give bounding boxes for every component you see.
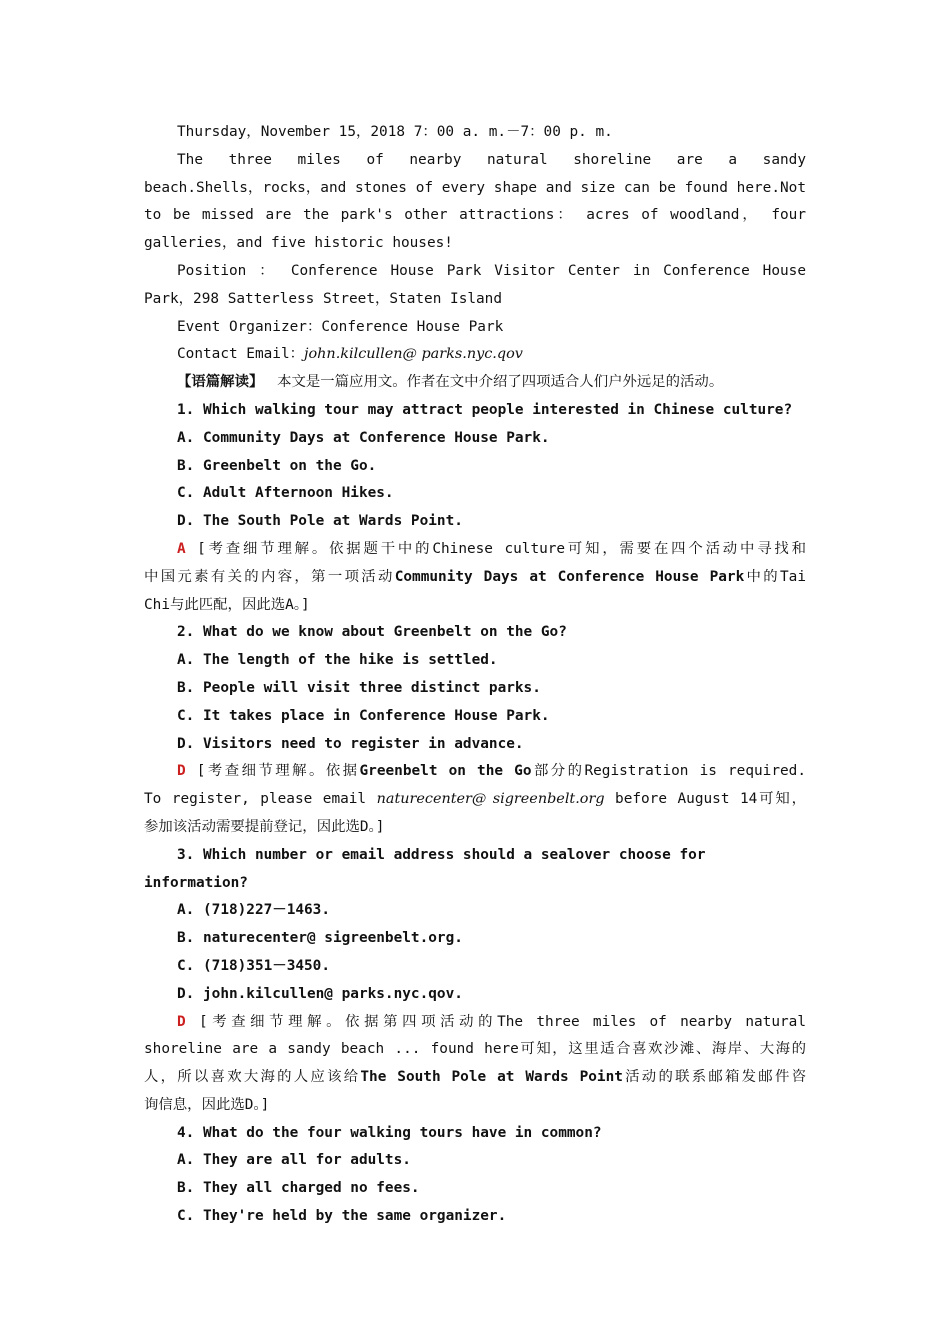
q3-explanation-line: 询信息，因此选D。] bbox=[144, 1096, 270, 1113]
event-contact bbox=[144, 341, 806, 369]
q3-option-d: D. john.kilcullen@ parks.nyc.qov. bbox=[177, 985, 463, 1002]
document-page bbox=[144, 119, 806, 1231]
q3-explanation-line: D [考查细节理解。依据第四项活动的The three miles of nearby natural bbox=[177, 1013, 806, 1030]
analysis-text: 本文是一篇应用文。作者在文中介绍了四项适合人们户外远足的活动。 bbox=[277, 374, 724, 391]
event-description-line: The three miles of nearby natural shoreline are a sandy bbox=[177, 151, 806, 168]
event-date: Thursday，November 15，2018 7：00 a. m.－7：00 p. m. bbox=[177, 124, 613, 140]
q2-option-d: D. Visitors need to register in advance. bbox=[177, 735, 524, 752]
q3-explanation-line: 人，所以喜欢大海的人应该给The South Pole at Wards Point活动的联系邮箱发邮件咨 bbox=[144, 1069, 806, 1086]
q2-option-c: C. It takes place in Conference House Park. bbox=[177, 707, 550, 724]
question-3: 3. Which number or email address should a sealover choose for information? bbox=[144, 846, 706, 891]
q4-option-a: A. They are all for adults. bbox=[177, 1152, 411, 1169]
passage-analysis bbox=[144, 369, 806, 397]
q4-option-b: B. They all charged no fees. bbox=[177, 1180, 420, 1197]
q1-explanation-line: Chi与此匹配，因此选A。] bbox=[144, 596, 310, 613]
q4-option-c: C. They're held by the same organizer. bbox=[177, 1208, 507, 1225]
q1-explanation-line: 中国元素有关的内容，第一项活动Community Days at Conference House Park中的Tai bbox=[144, 568, 806, 585]
question-4: 4. What do the four walking tours have in common? bbox=[177, 1124, 602, 1141]
q2-option-b: B. People will visit three distinct parks. bbox=[177, 679, 541, 696]
q2-answer: D bbox=[177, 763, 186, 780]
q2-explanation-line: D [考查细节理解。依据Greenbelt on the Go部分的Registration is required. bbox=[177, 763, 806, 780]
q1-option-c: C. Adult Afternoon Hikes. bbox=[177, 485, 394, 502]
contact-label: Contact Email： bbox=[177, 346, 305, 363]
event-description-line: to be missed are the park's other attractions： acres of woodland， four bbox=[144, 207, 806, 224]
q3-option-a: A. (718)227－1463. bbox=[177, 902, 331, 919]
analysis-label: 【语篇解读】 bbox=[177, 374, 264, 391]
q1-option-d: D. The South Pole at Wards Point. bbox=[177, 513, 463, 530]
q2-explanation-line: To register, please email naturecenter@ sigreenbelt.org before August 14可知， bbox=[144, 791, 806, 808]
event-organizer: Event Organizer：Conference House Park bbox=[177, 318, 504, 335]
event-position-line: Position ： Conference House Park Visitor Center in Conference House bbox=[177, 262, 806, 279]
q2-explanation-line: 参加该活动需要提前登记，因此选D。] bbox=[144, 818, 385, 835]
q3-explanation-line: shoreline are a sandy beach ... found here可知，这里适合喜欢沙滩、海岸、大海的 bbox=[144, 1041, 806, 1058]
contact-email: john.kilcullen@ parks.nyc.qov bbox=[304, 346, 523, 363]
question-1: 1. Which walking tour may attract people interested in Chinese culture? bbox=[177, 401, 793, 418]
q3-option-b: B. naturecenter@ sigreenbelt.org. bbox=[177, 930, 463, 947]
q3-option-c: C. (718)351－3450. bbox=[177, 957, 331, 974]
event-description-line: beach.Shells，rocks，and stones of every shape and size can be found here.Not bbox=[144, 179, 806, 196]
q1-answer: A bbox=[177, 540, 186, 557]
event-description-line: galleries，and five historic houses! bbox=[144, 235, 453, 252]
q2-option-a: A. The length of the hike is settled. bbox=[177, 652, 498, 669]
event-position-line: Park，298 Satterless Street，Staten Island bbox=[144, 290, 503, 307]
q1-option-a: A. Community Days at Conference House Park. bbox=[177, 429, 550, 446]
q3-answer: D bbox=[177, 1013, 186, 1030]
q1-explanation-line: A [考查细节理解。依据题干中的Chinese culture可知，需要在四个活动中寻找和 bbox=[177, 540, 806, 557]
q1-option-b: B. Greenbelt on the Go. bbox=[177, 457, 377, 474]
q2-email: naturecenter@ sigreenbelt.org bbox=[376, 791, 605, 808]
question-2: 2. What do we know about Greenbelt on the Go? bbox=[177, 624, 567, 641]
